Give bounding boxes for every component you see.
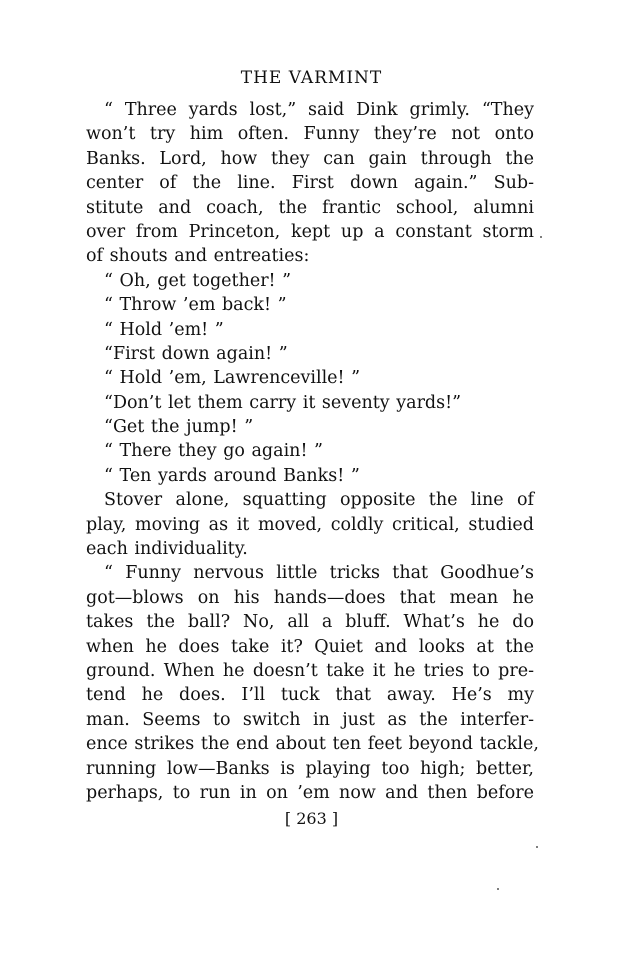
text-line: tend he does. I’ll tuck that away. He’s my	[86, 685, 534, 706]
text-line: got—blows on his hands—does that mean he	[86, 587, 534, 608]
running-header: THE VARMINT	[240, 68, 383, 88]
text-line: running low—Banks is playing too high; better,	[86, 758, 534, 779]
text-line: ground. When he doesn’t take it he tries to pre-	[86, 660, 534, 681]
text-line: Banks. Lord, how they can gain through the	[86, 148, 534, 169]
scan-speck	[540, 236, 542, 238]
text-line: each individuality.	[86, 539, 248, 560]
text-line: stitute and coach, the frantic school, alumni	[86, 197, 534, 218]
text-line: “Get the jump! ”	[104, 417, 254, 438]
scan-speck	[536, 846, 538, 848]
text-line: “ Hold ’em! ”	[104, 319, 224, 340]
scan-speck	[497, 888, 499, 890]
text-line: “ Three yards lost,” said Dink grimly. “They	[104, 100, 534, 120]
text-line: “ Funny nervous little tricks that Goodhue’s	[104, 563, 534, 584]
text-line: “ Throw ’em back! ”	[104, 295, 287, 316]
text-line: center of the line. First down again.” Sub-	[86, 173, 534, 194]
text-line: when he does take it? Quiet and looks at the	[86, 636, 534, 657]
text-line: “ Hold ’em, Lawrenceville! ”	[104, 368, 361, 389]
text-line: “ Oh, get together! ”	[104, 270, 292, 291]
text-line: play, moving as it moved, coldly critical, studied	[86, 514, 534, 535]
body-text	[86, 98, 539, 805]
text-line: “Don’t let them carry it seventy yards!”	[104, 392, 462, 413]
text-line: Stover alone, squatting opposite the line of	[104, 490, 534, 511]
text-line: perhaps, to run in on ’em now and then before	[86, 782, 534, 803]
text-line: “First down again! ”	[104, 343, 288, 364]
text-line: man. Seems to switch in just as the interfer-	[86, 709, 534, 730]
text-line: “ Ten yards around Banks! ”	[104, 465, 360, 486]
text-line: “ There they go again! ”	[104, 441, 323, 462]
text-line: takes the ball? No, all a bluff. What’s he do	[86, 612, 534, 633]
text-line: ence strikes the end about ten feet beyond tackle,	[86, 734, 539, 755]
page-number: [ 263 ]	[284, 809, 339, 828]
text-line: won’t try him often. Funny they’re not onto	[86, 124, 534, 145]
text-line: over from Princeton, kept up a constant storm	[86, 221, 534, 242]
text-line: of shouts and entreaties:	[86, 246, 310, 267]
